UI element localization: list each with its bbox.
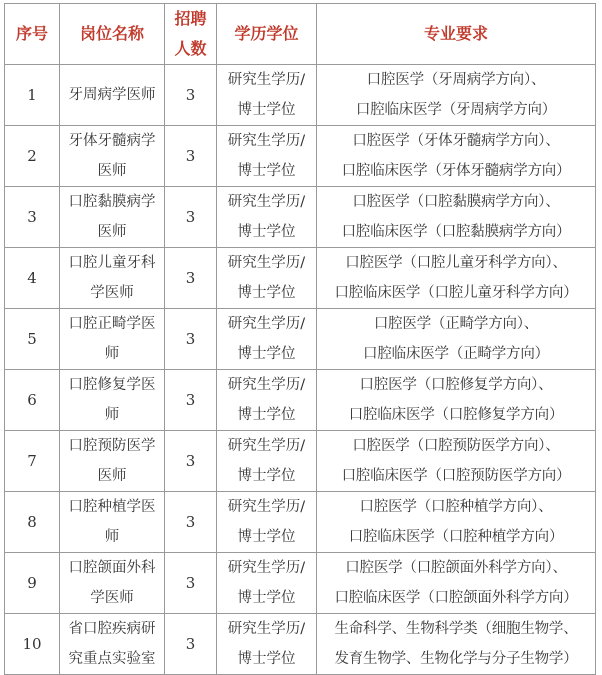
position-line: 牙体牙髓病学: [68, 133, 156, 149]
table-row: [5, 65, 596, 126]
requirement-cell: [317, 309, 596, 370]
degree-line: 博士学位: [237, 285, 296, 301]
degree-line: 研究生学历/: [227, 194, 306, 210]
position-line: 牙周病学医师: [68, 87, 156, 103]
seq-cell: 10: [5, 614, 60, 675]
position-cell: [60, 370, 165, 431]
requirement-line: 生命科学、生物科学类（细胞生物学、: [334, 621, 578, 637]
header-requirement: 专业要求: [317, 4, 596, 65]
degree-line: 博士学位: [237, 468, 296, 484]
header-degree: 学历学位: [217, 4, 317, 65]
requirement-line: 口腔医学（口腔儿童牙科学方向）、: [345, 255, 567, 271]
header-position: 岗位名称: [60, 4, 165, 65]
position-line: 省口腔疾病研: [68, 621, 156, 637]
count-cell: 3: [165, 614, 217, 675]
requirement-line: 发育生物学、生物化学与分子生物学）: [334, 651, 578, 667]
seq-cell: 1: [5, 65, 60, 126]
requirement-line: 口腔医学（口腔种植学方向）、: [359, 499, 553, 515]
degree-line: 博士学位: [237, 346, 296, 362]
requirement-cell: [317, 187, 596, 248]
degree-cell: [217, 248, 317, 309]
degree-line: 研究生学历/: [227, 72, 306, 88]
table-row: [5, 126, 596, 187]
requirement-line: 口腔临床医学（口腔黏膜病学方向）: [341, 224, 571, 240]
requirement-line: 口腔医学（口腔预防医学方向）、: [352, 438, 560, 454]
header-count-line1: 招聘: [174, 9, 207, 28]
position-line: 学医师: [90, 285, 134, 301]
degree-cell: [217, 492, 317, 553]
seq-cell: 4: [5, 248, 60, 309]
degree-line: 博士学位: [237, 407, 296, 423]
requirement-line: 口腔临床医学（口腔颌面外科学方向）: [334, 590, 578, 606]
count-cell: 3: [165, 126, 217, 187]
requirement-line: 口腔临床医学（口腔儿童牙科学方向）: [334, 285, 578, 301]
seq-cell: 9: [5, 553, 60, 614]
position-cell: [60, 553, 165, 614]
requirement-line: 口腔医学（牙体牙髓病学方向）、: [352, 133, 560, 149]
seq-cell: 2: [5, 126, 60, 187]
seq-cell: 3: [5, 187, 60, 248]
requirement-cell: [317, 431, 596, 492]
count-cell: 3: [165, 187, 217, 248]
degree-line: 研究生学历/: [227, 133, 306, 149]
seq-cell: 8: [5, 492, 60, 553]
requirement-line: 口腔临床医学（口腔修复学方向）: [348, 407, 564, 423]
count-cell: 3: [165, 370, 217, 431]
requirement-line: 口腔医学（口腔颌面外科学方向）、: [345, 560, 567, 576]
header-count-line2: 人数: [174, 39, 207, 58]
table-row: [5, 431, 596, 492]
count-cell: 3: [165, 492, 217, 553]
position-cell: [60, 126, 165, 187]
requirement-cell: [317, 370, 596, 431]
requirement-cell: [317, 614, 596, 675]
position-line: 医师: [97, 224, 127, 240]
header-seq: 序号: [5, 4, 60, 65]
count-cell: 3: [165, 309, 217, 370]
seq-cell: 6: [5, 370, 60, 431]
degree-cell: [217, 614, 317, 675]
position-cell: [60, 65, 165, 126]
requirement-line: 口腔医学（正畸学方向）、: [373, 316, 539, 332]
degree-line: 研究生学历/: [227, 438, 306, 454]
recruitment-table: [4, 3, 596, 675]
position-cell: [60, 248, 165, 309]
table-row: [5, 370, 596, 431]
degree-line: 博士学位: [237, 224, 296, 240]
degree-line: 博士学位: [237, 651, 296, 667]
requirement-line: 口腔医学（口腔黏膜病学方向）、: [352, 194, 560, 210]
requirement-cell: [317, 553, 596, 614]
table-row: [5, 309, 596, 370]
position-line: 医师: [97, 163, 127, 179]
table-row: [5, 614, 596, 675]
degree-cell: [217, 309, 317, 370]
count-cell: 3: [165, 248, 217, 309]
degree-line: 博士学位: [237, 529, 296, 545]
requirement-line: 口腔临床医学（口腔种植学方向）: [348, 529, 564, 545]
table-row: [5, 492, 596, 553]
degree-cell: [217, 187, 317, 248]
degree-line: 研究生学历/: [227, 377, 306, 393]
position-line: 师: [104, 407, 120, 423]
position-cell: [60, 492, 165, 553]
count-cell: 3: [165, 553, 217, 614]
degree-cell: [217, 553, 317, 614]
table-row: [5, 248, 596, 309]
count-cell: 3: [165, 65, 217, 126]
position-cell: [60, 187, 165, 248]
table-row: [5, 187, 596, 248]
table-header-row: [5, 4, 596, 65]
position-cell: [60, 309, 165, 370]
requirement-cell: [317, 126, 596, 187]
degree-cell: [217, 65, 317, 126]
degree-cell: [217, 370, 317, 431]
degree-line: 研究生学历/: [227, 499, 306, 515]
degree-line: 博士学位: [237, 102, 296, 118]
requirement-line: 口腔医学（牙周病学方向）、: [366, 72, 546, 88]
table-body: [5, 65, 596, 675]
position-line: 口腔黏膜病学: [68, 194, 156, 210]
degree-cell: [217, 126, 317, 187]
requirement-line: 口腔临床医学（正畸学方向）: [363, 346, 549, 362]
degree-line: 研究生学历/: [227, 560, 306, 576]
requirement-line: 口腔医学（口腔修复学方向）、: [359, 377, 553, 393]
position-line: 师: [104, 529, 120, 545]
position-line: 口腔正畸学医: [68, 316, 156, 332]
position-cell: [60, 431, 165, 492]
position-line: 口腔儿童牙科: [68, 255, 156, 271]
position-line: 究重点实验室: [68, 651, 156, 667]
requirement-cell: [317, 65, 596, 126]
requirement-line: 口腔临床医学（牙体牙髓病学方向）: [341, 163, 571, 179]
degree-line: 博士学位: [237, 590, 296, 606]
position-line: 口腔颌面外科: [68, 560, 156, 576]
degree-line: 博士学位: [237, 163, 296, 179]
degree-line: 研究生学历/: [227, 621, 306, 637]
count-cell: 3: [165, 431, 217, 492]
seq-cell: 5: [5, 309, 60, 370]
table-row: [5, 553, 596, 614]
degree-cell: [217, 431, 317, 492]
seq-cell: 7: [5, 431, 60, 492]
position-cell: [60, 614, 165, 675]
header-count: [165, 4, 217, 65]
degree-line: 研究生学历/: [227, 255, 306, 271]
position-line: 师: [104, 346, 120, 362]
requirement-cell: [317, 492, 596, 553]
degree-line: 研究生学历/: [227, 316, 306, 332]
position-line: 学医师: [90, 590, 134, 606]
position-line: 口腔种植学医: [68, 499, 156, 515]
position-line: 医师: [97, 468, 127, 484]
requirement-line: 口腔临床医学（牙周病学方向）: [355, 102, 557, 118]
position-line: 口腔预防医学: [68, 438, 156, 454]
requirement-line: 口腔临床医学（口腔预防医学方向）: [341, 468, 571, 484]
position-line: 口腔修复学医: [68, 377, 156, 393]
requirement-cell: [317, 248, 596, 309]
